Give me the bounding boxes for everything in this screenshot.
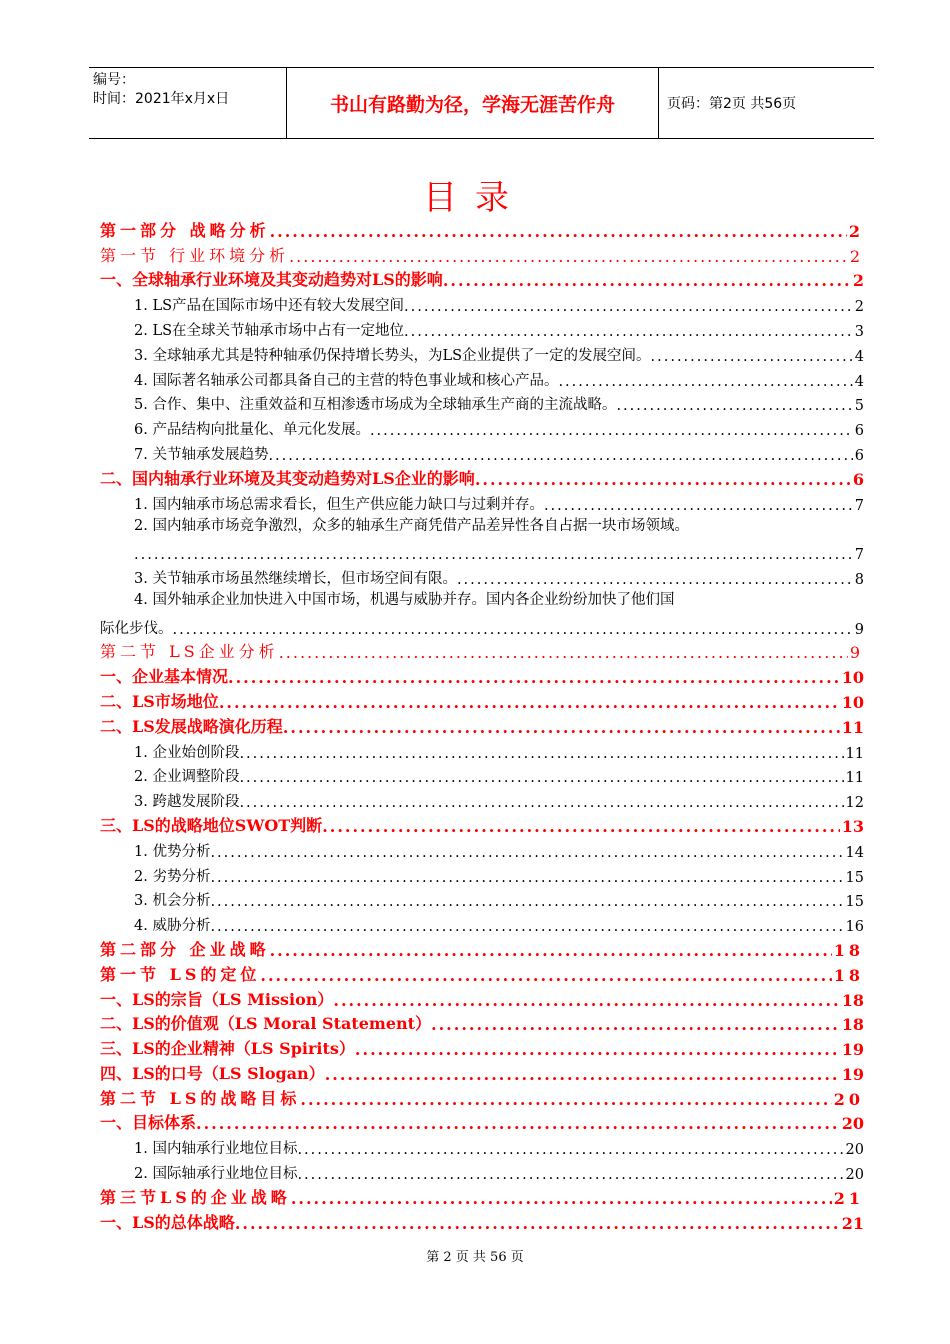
toc-leader-dots — [210, 919, 843, 935]
toc-entry-text: 3. 关节轴承市场虽然继续增长，但市场空间有限。 — [134, 570, 457, 587]
toc-page-number: 13 — [841, 816, 864, 836]
toc-page-number: 10 — [841, 692, 864, 712]
toc-page-number: 4 — [854, 348, 864, 365]
toc-title: 目录 — [423, 178, 527, 218]
toc-leader-dots — [260, 966, 831, 985]
toc-page-number: 12 — [845, 795, 864, 812]
toc-entry[interactable] — [100, 786, 864, 811]
toc-leader-dots — [431, 1015, 840, 1034]
toc-entry[interactable] — [100, 613, 864, 638]
toc-page-number: 6 — [852, 469, 864, 489]
toc-entry-text: 3. 跨越发展阶段 — [134, 794, 240, 811]
toc-entry[interactable] — [100, 1084, 864, 1109]
toc-leader-dots — [325, 1065, 840, 1084]
toc-page-number: 15 — [845, 869, 864, 886]
toc-page-number: 20 — [845, 1167, 864, 1184]
toc-leader-dots — [370, 423, 853, 439]
toc-entry[interactable] — [100, 1059, 864, 1084]
toc-entry-text: 二、LS发展战略演化历程 — [100, 716, 283, 736]
toc-leader-dots — [322, 817, 840, 836]
toc-entry[interactable] — [100, 886, 864, 911]
toc-page-number: 7 — [854, 547, 864, 564]
toc-entry-text: 2. LS在全球关节轴承市场中占有一定地位 — [134, 322, 405, 339]
toc-leader-dots — [333, 991, 839, 1010]
toc-leader-dots — [404, 324, 853, 340]
toc-page-number: 2 — [854, 299, 864, 316]
toc-entry[interactable] — [100, 241, 864, 266]
toc-leader-dots — [289, 247, 848, 266]
header-meta — [89, 68, 287, 138]
toc-leader-dots — [235, 1214, 840, 1233]
toc-leader-dots — [270, 222, 847, 241]
toc-entry-text[interactable]: 4. 国外轴承企业加快进入中国市场，机遇与威胁并存。国内各企业纷纷加快了他们国 — [134, 591, 675, 608]
toc-entry-text: 四、LS的口号（LS Slogan） — [100, 1063, 325, 1083]
toc-leader-dots — [297, 1142, 843, 1158]
toc-page-number: 18 — [833, 940, 864, 960]
toc-entry-text: 第三节LS的企业战略 — [100, 1187, 291, 1207]
toc-entry[interactable] — [100, 1158, 864, 1183]
toc-entry[interactable] — [100, 861, 864, 886]
toc-entry[interactable] — [100, 737, 864, 762]
toc-entry-text: 一、企业基本情况 — [100, 667, 229, 687]
toc-entry[interactable] — [100, 762, 864, 787]
toc-page-number: 20 — [833, 1089, 864, 1109]
toc-entry-text: 第二节 LS的战略目标 — [100, 1088, 301, 1108]
toc-leader-dots — [355, 1040, 840, 1059]
toc-entry-text: 5. 合作、集中、注重效益和互相渗透市场成为全球轴承生产商的主流战略。 — [134, 397, 617, 414]
toc-page-number: 11 — [841, 717, 864, 737]
toc-entry[interactable] — [100, 662, 864, 687]
toc-entry-text: 1. 国内轴承行业地位目标 — [134, 1141, 298, 1158]
toc-page-number: 18 — [833, 965, 864, 985]
toc-entry-text: 2. 国际轴承行业地位目标 — [134, 1166, 298, 1183]
toc-entry-text: 第二部分 企业战略 — [100, 939, 270, 959]
toc-page-number: 14 — [845, 844, 864, 861]
toc-page-number: 3 — [854, 323, 864, 340]
toc-entry-text: 二、LS市场地位 — [100, 691, 219, 711]
toc-page-number: 18 — [841, 1015, 864, 1035]
toc-leader-dots — [283, 718, 840, 737]
toc-page-number: 6 — [854, 423, 864, 440]
toc-entry-text: 三、LS的企业精神（LS Spirits） — [100, 1039, 355, 1059]
toc-leader-dots — [404, 299, 853, 315]
toc-page-number: 21 — [841, 1213, 864, 1233]
toc-entry-text: 一、全球轴承行业环境及其变动趋势对LS的影响 — [100, 270, 443, 290]
toc-entry-text: 第一部分 战略分析 — [100, 220, 270, 240]
toc-entry-text: 4. 国际著名轴承公司都具备自己的主营的特色事业域和核心产品。 — [134, 372, 559, 389]
toc-entry[interactable] — [100, 985, 864, 1010]
toc-page-number: 11 — [845, 770, 864, 787]
toc-entry[interactable] — [100, 811, 864, 836]
toc-leader-dots — [297, 1167, 843, 1183]
toc-entry[interactable] — [100, 563, 864, 588]
toc-entry[interactable] — [100, 266, 864, 291]
toc-entry[interactable] — [100, 439, 864, 464]
toc-leader-dots — [219, 693, 840, 712]
toc-leader-dots — [210, 845, 843, 861]
toc-entry-text: 一、LS的总体战略 — [100, 1212, 235, 1232]
toc-entry-text: 一、LS的宗旨（LS Mission） — [100, 989, 334, 1009]
table-of-contents — [100, 216, 864, 1233]
toc-entry[interactable] — [100, 935, 864, 960]
toc-entry[interactable] — [100, 1208, 864, 1233]
toc-entry-text: 3. 全球轴承尤其是特种轴承仍保持增长势头，为LS企业提供了一定的发展空间。 — [134, 347, 651, 364]
toc-page-number: 2 — [848, 221, 864, 241]
toc-leader-dots — [443, 271, 851, 290]
toc-entry-text: 7. 关节轴承发展趋势 — [134, 446, 269, 463]
toc-entry-text: 第一节 LS的定位 — [100, 964, 261, 984]
toc-entry[interactable] — [100, 390, 864, 415]
toc-leader-dots — [268, 448, 852, 464]
page-header — [89, 67, 874, 139]
toc-entry[interactable] — [100, 414, 864, 439]
toc-entry-text: 4. 威胁分析 — [134, 918, 211, 935]
toc-entry-text: 1. 企业始创阶段 — [134, 744, 240, 761]
toc-leader-dots — [239, 746, 843, 762]
toc-leader-dots — [210, 894, 843, 910]
toc-page-number: 16 — [845, 919, 864, 936]
toc-page-number: 8 — [854, 571, 864, 588]
header-motto: 书山有路勤为径，学海无涯苦作舟 — [287, 68, 659, 138]
toc-leader-dots — [270, 941, 832, 960]
toc-page-number: 9 — [849, 643, 864, 663]
header-page-info: 页码：第2页 共56页 — [667, 96, 797, 112]
toc-entry[interactable] — [100, 1133, 864, 1158]
toc-page-number: 20 — [841, 1114, 864, 1134]
toc-page-number: 7 — [854, 497, 864, 514]
toc-page-number: 11 — [845, 745, 864, 762]
toc-leader-dots — [228, 668, 840, 687]
toc-entry[interactable] — [100, 315, 864, 340]
toc-entry-text: 二、国内轴承行业环境及其变动趋势对LS企业的影响 — [100, 468, 475, 488]
toc-entry[interactable] — [100, 489, 864, 514]
toc-leader-dots — [457, 572, 853, 588]
toc-entry-text: 第一节 行业环境分析 — [100, 245, 290, 265]
toc-entry-text-cont: 际化步伐。 — [100, 620, 173, 637]
toc-page-number: 9 — [854, 621, 864, 638]
toc-entry-text: 二、LS的价值观（LS Moral Statement） — [100, 1014, 432, 1034]
toc-entry[interactable] — [100, 687, 864, 712]
toc-entry[interactable] — [100, 216, 864, 241]
toc-entry-text: 一、目标体系 — [100, 1113, 197, 1133]
toc-entry[interactable] — [100, 836, 864, 861]
toc-leader-dots — [210, 870, 843, 886]
toc-leader-dots — [651, 349, 853, 365]
toc-page-number: 19 — [841, 1064, 864, 1084]
toc-leader-dots — [239, 770, 843, 786]
toc-leader-dots — [558, 374, 852, 390]
toc-leader-dots — [300, 1090, 831, 1109]
toc-entry[interactable] — [100, 712, 864, 737]
toc-entry-text: 3. 机会分析 — [134, 893, 211, 910]
toc-entry[interactable] — [100, 1034, 864, 1059]
toc-entry[interactable] — [100, 638, 864, 663]
toc-page-number: 2 — [852, 271, 864, 291]
toc-entry[interactable] — [100, 1109, 864, 1134]
toc-page-number: 2 — [849, 246, 864, 266]
toc-entry-text: 三、LS的战略地位SWOT判断 — [100, 815, 323, 835]
number-label: 编号： — [93, 72, 135, 88]
toc-page-number: 19 — [841, 1040, 864, 1060]
toc-page-number: 15 — [845, 894, 864, 911]
toc-entry[interactable] — [100, 538, 864, 563]
toc-entry[interactable] — [100, 464, 864, 489]
toc-page-number: 21 — [833, 1188, 864, 1208]
toc-entry-text: 1. LS产品在国际市场中还有较大发展空间 — [134, 298, 405, 315]
toc-page-number: 10 — [841, 668, 864, 688]
toc-entry-text: 2. 企业调整阶段 — [134, 769, 240, 786]
toc-leader-dots — [196, 1114, 840, 1133]
toc-leader-dots — [291, 1189, 832, 1208]
toc-entry[interactable] — [100, 960, 864, 985]
toc-entry-text: 6. 产品结构向批量化、单元化发展。 — [134, 422, 370, 439]
toc-entry[interactable] — [100, 1010, 864, 1035]
toc-entry[interactable] — [100, 290, 864, 315]
toc-leader-dots — [475, 470, 851, 489]
time-label: 时间：2021年x月x日 — [93, 91, 230, 107]
toc-entry[interactable] — [100, 910, 864, 935]
toc-entry[interactable] — [100, 1183, 864, 1208]
toc-entry[interactable] — [100, 340, 864, 365]
toc-page-number: 5 — [854, 398, 864, 415]
toc-entry[interactable] — [100, 365, 864, 390]
toc-page-number: 20 — [845, 1142, 864, 1159]
toc-leader-dots — [616, 398, 852, 414]
toc-entry-text: 1. 优势分析 — [134, 843, 211, 860]
toc-entry-text: 第二节 LS企业分析 — [100, 642, 279, 662]
toc-leader-dots — [279, 643, 848, 662]
toc-leader-dots — [239, 795, 843, 811]
toc-page-number: 18 — [841, 990, 864, 1010]
toc-entry-text: 2. 劣势分析 — [134, 868, 211, 885]
toc-page-number: 4 — [854, 373, 864, 390]
toc-entry-text[interactable]: 2. 国内轴承市场竞争激烈，众多的轴承生产商凭借产品差异性各自占据一块市场领域。 — [134, 517, 689, 534]
page-footer: 第 2 页 共 56 页 — [426, 1250, 524, 1265]
toc-page-number: 6 — [854, 447, 864, 464]
toc-leader-dots — [544, 498, 853, 514]
toc-entry-text: 1. 国内轴承市场总需求看长，但生产供应能力缺口与过剩并存。 — [134, 496, 544, 513]
